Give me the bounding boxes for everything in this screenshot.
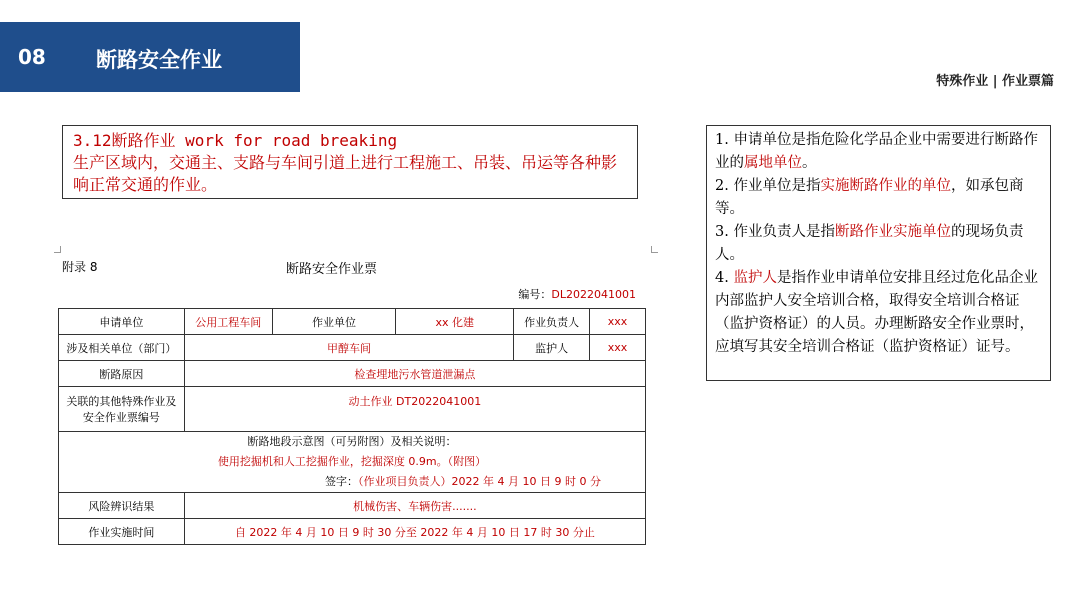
corner-mark: [651, 246, 658, 253]
breadcrumb: 特殊作业 | 作业票篇: [936, 74, 1054, 89]
cell-value: 自 2022 年 4 月 10 日 9 时 30 分至 2022 年 4 月 10 日 17 时 30 分止: [184, 519, 645, 545]
permit-table: [58, 308, 646, 545]
cell-value: 机械伤害、车辆伤害.......: [184, 493, 645, 519]
form-title: 断路安全作业票: [286, 262, 378, 277]
cell-value: 公用工程车间: [184, 309, 272, 335]
note-4: 4. 监护人是指作业申请单位安排且经过危化品企业内部监护人安全培训合格，取得安全培训合格证（监护资格证）的人员。办理断路安全作业票时，应填写其安全培训合格证（监护资格证）证号。: [715, 270, 1038, 355]
definition-heading: 3.12断路作业 work for road breaking: [73, 131, 398, 150]
section-number: 08: [18, 45, 46, 69]
section-title: 断路安全作业: [96, 48, 222, 72]
sketch-description: 使用挖掘机和人工挖掘作业，挖掘深度 0.9m。（附图）: [217, 455, 487, 468]
table-row: [59, 309, 646, 335]
cell-label: 风险辨识结果: [59, 493, 185, 519]
cell-label: 作业负责人: [514, 309, 590, 335]
cell-label: 断路原因: [59, 361, 185, 387]
cell-label: 作业实施时间: [59, 519, 185, 545]
table-row: [59, 387, 646, 432]
cell-label: 申请单位: [59, 309, 185, 335]
note-2: 2. 作业单位是指实施断路作业的单位，如承包商等。: [715, 178, 1024, 217]
work-permit-form: [58, 248, 654, 578]
definition-body: 生产区域内，交通主、支路与车间引道上进行工程施工、吊装、吊运等各种影响正常交通的作业。: [73, 153, 618, 194]
cell-label: 监护人: [514, 335, 590, 361]
note-1: 1. 申请单位是指危险化学品企业中需要进行断路作业的属地单位。: [715, 132, 1038, 171]
cell-label: 涉及相关单位（部门）: [59, 335, 185, 361]
table-row: [59, 432, 646, 493]
cell-label: 关联的其他特殊作业及安全作业票编号: [59, 387, 185, 432]
sketch-label: 断路地段示意图（可另附图）及相关说明：: [247, 435, 457, 448]
note-3: 3. 作业负责人是指断路作业实施单位的现场负责人。: [715, 224, 1024, 263]
serial-number: 编号：DL2022041001: [518, 288, 636, 301]
cell-value: xxx: [590, 309, 646, 335]
cell-value: xxx: [590, 335, 646, 361]
cell-label: 作业单位: [272, 309, 396, 335]
cell-value: 动土作业 DT2022041001: [184, 387, 645, 432]
sign-line: 签字：（作业项目负责人）2022 年 4 月 10 日 9 时 0 分: [325, 475, 601, 488]
section-header: [0, 22, 300, 92]
notes-box: [706, 125, 1051, 381]
cell-value: xx 化建: [396, 309, 514, 335]
sketch-cell: [59, 432, 646, 493]
cell-value: 检查埋地污水管道泄漏点: [184, 361, 645, 387]
definition-box: [62, 125, 638, 199]
table-row: [59, 361, 646, 387]
table-row: [59, 335, 646, 361]
appendix-label: 附录 8: [62, 260, 98, 274]
table-row: [59, 519, 646, 545]
cell-value: 甲醇车间: [184, 335, 513, 361]
table-row: [59, 493, 646, 519]
corner-mark: [54, 246, 61, 253]
